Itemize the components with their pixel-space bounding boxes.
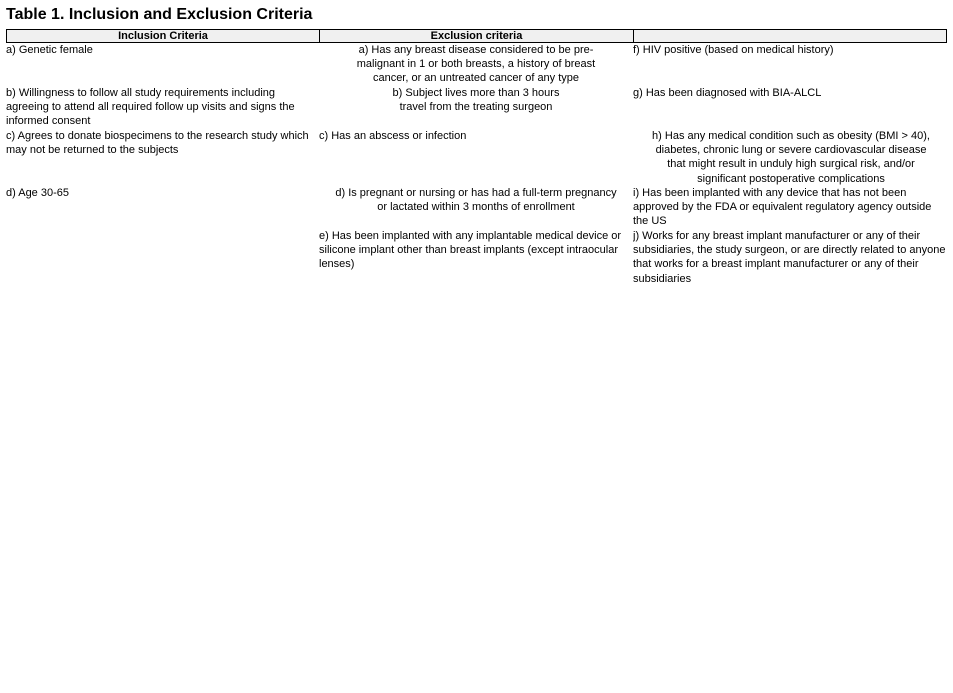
exclusion-cell-secondary: h) Has any medical condition such as obesity (BMI > 40), diabetes, chronic lung or severe cardiovascular disease that might result in unduly high surgical risk, and/or significant postoperative complications bbox=[652, 130, 930, 185]
exclusion-cell: d) Is pregnant or nursing or has had a full-term pregnancy or lactated within 3 months of enrollment bbox=[335, 187, 617, 214]
table-row bbox=[6, 229, 947, 287]
exclusion-cell-secondary: f) HIV positive (based on medical history) bbox=[633, 44, 834, 56]
inclusion-cell: d) Age 30-65 bbox=[6, 187, 69, 199]
table-row bbox=[6, 129, 947, 186]
exclusion-cell-secondary: g) Has been diagnosed with BIA-ALCL bbox=[633, 87, 822, 99]
inclusion-cell: b) Willingness to follow all study requirements including agreeing to attend all required follow up visits and signs the informed consent bbox=[6, 87, 295, 128]
table-row bbox=[6, 186, 947, 229]
inclusion-cell bbox=[6, 229, 319, 287]
inclusion-cell: c) Agrees to donate biospecimens to the research study which may not be returned to the subjects bbox=[6, 130, 309, 157]
exclusion-cell: a) Has any breast disease considered to be pre-malignant in 1 or both breasts, a history of breast cancer, or an untreated cancer of any type bbox=[356, 44, 596, 85]
exclusion-cell: e) Has been implanted with any implantable medical device or silicone implant other than breast implants (except intraocular lenses) bbox=[319, 230, 622, 271]
inclusion-cell: a) Genetic female bbox=[6, 44, 93, 56]
exclusion-cell: c) Has an abscess or infection bbox=[319, 130, 467, 142]
table-title: Table 1. Inclusion and Exclusion Criteria bbox=[6, 6, 313, 23]
exclusion-cell: b) Subject lives more than 3 hours travel from the treating surgeon bbox=[392, 87, 560, 114]
exclusion-cell-secondary: j) Works for any breast implant manufacturer or any of their subsidiaries, the study surgeon, or are directly related to anyone that works for a breast implant manufacturer or any of their subsidiaries bbox=[633, 230, 946, 285]
header-exclusion-criteria: Exclusion criteria bbox=[320, 30, 634, 42]
header-inclusion-criteria: Inclusion Criteria bbox=[7, 30, 320, 42]
table-row bbox=[6, 86, 947, 129]
table-row bbox=[6, 43, 947, 86]
table-header-row bbox=[6, 29, 947, 43]
criteria-table bbox=[6, 29, 947, 287]
exclusion-cell-secondary: i) Has been implanted with any device that has not been approved by the FDA or equivalent regulatory agency outside the US bbox=[633, 187, 932, 228]
header-blank bbox=[634, 30, 946, 42]
